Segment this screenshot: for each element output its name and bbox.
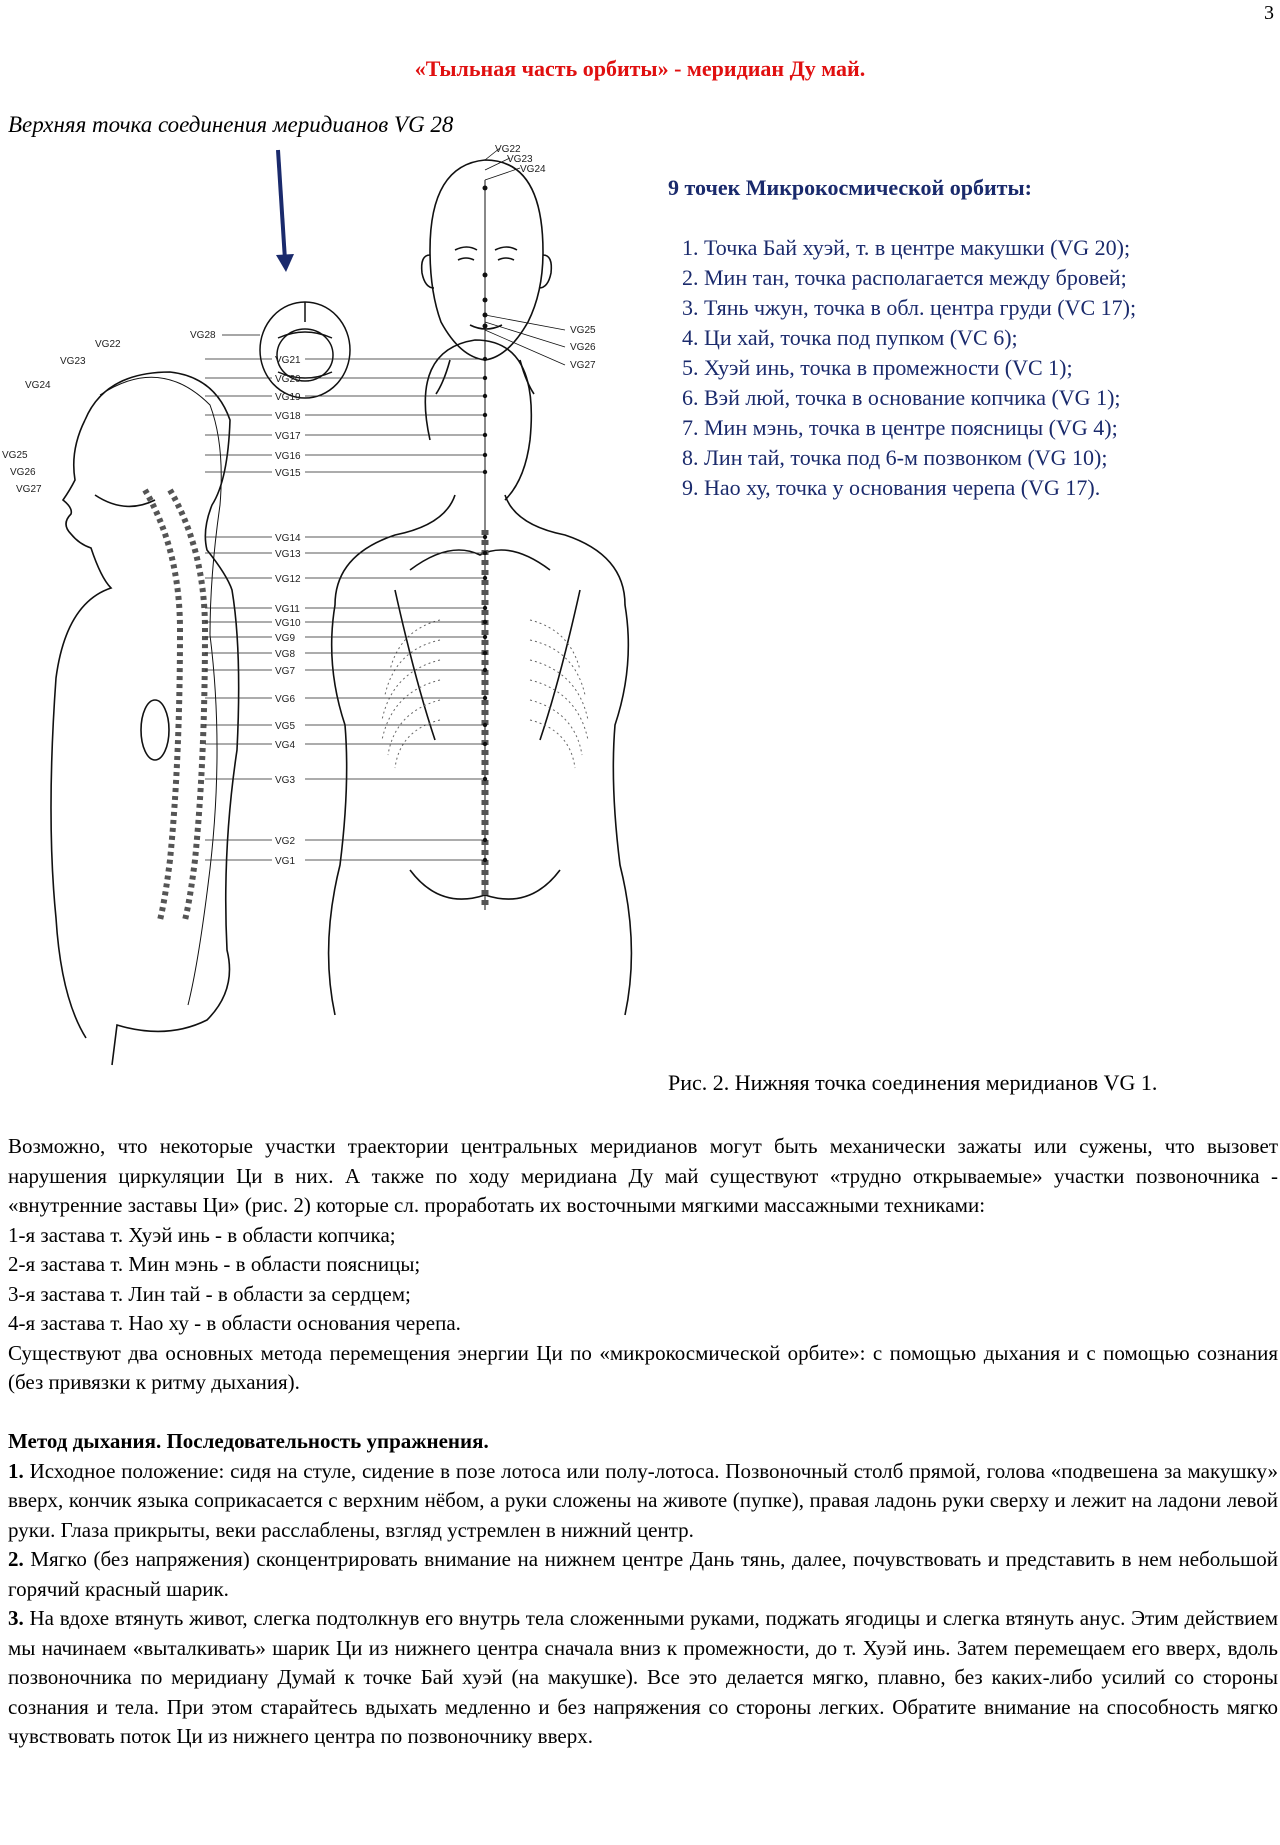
- acupoint-dot: [483, 376, 487, 380]
- label-head-top-1: VG22: [495, 144, 521, 155]
- acupoint-dot: [483, 668, 487, 672]
- list-item: 3. Тянь чжун, точка в обл. центра груди (VC 17);: [682, 295, 1137, 320]
- label-head-top-2: VG23: [507, 154, 533, 165]
- list-item: 6. Вэй люй, точка в основание копчика (VG 1);: [682, 385, 1121, 410]
- spine-label: VG10: [275, 618, 301, 629]
- list-item: 5. Хуэй инь, точка в промежности (VC 1);: [682, 355, 1073, 380]
- spine-label: VG11: [275, 604, 300, 615]
- label-side-head-2: VG23: [60, 356, 86, 367]
- acupoint-dot: [483, 620, 487, 624]
- acupoint-dot: [483, 551, 487, 555]
- arrow-down-icon: [276, 150, 294, 272]
- acupoint-dot: [483, 576, 487, 580]
- acupoint-dot: [483, 606, 487, 610]
- side-figure-drawing: [51, 372, 239, 1065]
- acupoint-dot: [483, 470, 487, 474]
- list-item: 8. Лин тай, точка под 6-м позвонком (VG 10);: [682, 445, 1108, 470]
- label-side-head-1: VG22: [95, 339, 121, 350]
- acupoint-dot: [483, 777, 487, 781]
- step-text: Мягко (без напряжения) сконцентрировать внимание на нижнем центре Дань тянь, далее, почувствовать и представить в нем небольшой горячий красный шарик.: [8, 1547, 1278, 1601]
- list-item: 9. Нао ху, точка у основания черепа (VG 17).: [682, 475, 1101, 500]
- back-figure-drawing: [329, 340, 632, 1015]
- body-text: [8, 1132, 1278, 1752]
- spine-label: VG18: [275, 411, 301, 422]
- step-number: 3.: [8, 1606, 24, 1630]
- list-item: 4. Ци хай, точка под пупком (VC 6);: [682, 325, 1018, 350]
- spine-label: VG9: [275, 633, 296, 644]
- label-side-face-2: VG26: [10, 467, 36, 478]
- spine-label: VG14: [275, 533, 301, 544]
- step-number: 1.: [8, 1458, 24, 1483]
- spine-label: VG12: [275, 574, 301, 585]
- spine-label: VG19: [275, 392, 301, 403]
- label-face-3: VG27: [570, 360, 596, 371]
- acupoint-dot: [483, 433, 487, 437]
- spine-label: VG2: [275, 836, 296, 847]
- acupoint-dot: [483, 838, 487, 842]
- spine-label: VG3: [275, 775, 296, 786]
- spine-label: VG7: [275, 666, 296, 677]
- acupoint-dot: [483, 357, 487, 361]
- label-face-2: VG26: [570, 342, 596, 353]
- acupoint-dot: [483, 453, 487, 457]
- acupoint-dot: [483, 635, 487, 639]
- spine-label: VG6: [275, 694, 296, 705]
- label-face-1: VG25: [570, 325, 596, 336]
- acupoint-dot: [483, 742, 487, 746]
- paragraph: Возможно, что некоторые участки траектории центральных меридианов могут быть механически зажаты или сужены, что вызовет нарушения циркуляции Ци в них. А также по ходу меридиана Ду май существуют «трудно открываемые» участки позвоночника - «внутренние заставы Ци» (рис. 2) которые сл. проработать их восточными мягкими массажными техниками:: [8, 1134, 1278, 1217]
- method-heading: Метод дыхания. Последовательность упражнения.: [8, 1429, 489, 1453]
- label-mouth: VG28: [190, 330, 216, 341]
- points-list: [682, 233, 1136, 503]
- label-side-face-1: VG25: [2, 450, 28, 461]
- spine-label: VG20: [275, 374, 301, 385]
- spine-label: VG8: [275, 649, 296, 660]
- acupoint-dot: [483, 413, 487, 417]
- step-number: 2.: [8, 1547, 24, 1571]
- spine-label: VG13: [275, 549, 301, 560]
- mouth-drawing: [260, 302, 350, 398]
- step-text: На вдохе втянуть живот, слегка подтолкнув его внутрь тела сложенными руками, поджать ягодицы и слегка втянуть анус. Этим действием мы начинаем «выталкивать» шарик Ци из нижнего центра сначала вниз к промежности, до т. Хуэй инь. Затем перемещаем его вверх, вдоль позвоночника по меридиану Думай к точке Бай хуэй (на макушке). Все это делается мягко, плавно, без каких-либо усилий со стороны сознания и тела. При этом старайтесь вдыхать медленно и без напряжения со стороны легких. Обратите внимание на способность мягко чувствовать поток Ци из нижнего центра по позвоночнику вверх.: [8, 1606, 1278, 1748]
- label-side-head-3: VG24: [25, 380, 51, 391]
- label-head-top-3: VG24: [520, 164, 546, 175]
- step-text: Исходное положение: сидя на стуле, сидение в позе лотоса или полу-лотоса. Позвоночный столб прямой, голова «подвешена за макушку» вверх, кончик языка соприкасается с верхним нёбом, а руки сложены на животе (пупке), правая ладонь руки сверху и лежит на ладони левой руки. Глаза прикрыты, веки расслаблены, взгляд устремлен в нижний центр.: [8, 1458, 1278, 1542]
- spine-label: VG16: [275, 451, 301, 462]
- spine-label: VG21: [275, 355, 301, 366]
- paragraph: 3-я застава т. Лин тай - в области за сердцем;: [8, 1281, 411, 1306]
- paragraph: 1-я застава т. Хуэй инь - в области копчика;: [8, 1222, 396, 1247]
- list-item: 2. Мин тан, точка располагается между бровей;: [682, 265, 1127, 290]
- acupoint-dot: [483, 858, 487, 862]
- page-title: «Тыльная часть орбиты» - меридиан Ду май.: [414, 56, 866, 81]
- meridian-diagram: [0, 144, 660, 1080]
- page-number: 3: [1264, 2, 1274, 24]
- list-item: 7. Мин мэнь, точка в центре поясницы (VG 4);: [682, 415, 1118, 440]
- step-1: [8, 1457, 1278, 1546]
- paragraph: Существуют два основных метода перемещения энергии Ци по «микрокосмической орбите»: с помощью дыхания и с помощью сознания (без привязки к ритму дыхания).: [8, 1340, 1278, 1394]
- spine-label: VG5: [275, 721, 296, 732]
- figure-caption: Рис. 2. Нижняя точка соединения меридианов VG 1.: [668, 1070, 1158, 1095]
- points-heading: 9 точек Микрокосмической орбиты:: [668, 175, 1032, 200]
- acupoint-dot: [483, 651, 487, 655]
- step-2: [8, 1545, 1278, 1604]
- top-caption: Верхняя точка соединения меридианов VG 28: [8, 112, 454, 137]
- paragraph: 2-я застава т. Мин мэнь - в области поясницы;: [8, 1252, 421, 1276]
- step-3: [8, 1604, 1278, 1752]
- acupoint-dot: [483, 696, 487, 700]
- spine-label: VG1: [275, 856, 296, 867]
- spine-label: VG17: [275, 431, 301, 442]
- label-side-face-3: VG27: [16, 484, 42, 495]
- acupoint-dot: [483, 535, 487, 539]
- list-item: 1. Точка Бай хуэй, т. в центре макушки (VG 20);: [682, 235, 1131, 260]
- spine-label: VG15: [275, 468, 301, 479]
- spine-label: VG4: [275, 740, 296, 751]
- acupoint-dot: [483, 394, 487, 398]
- acupoint-dot: [483, 723, 487, 727]
- paragraph: 4-я застава т. Нао ху - в области основания черепа.: [8, 1311, 461, 1335]
